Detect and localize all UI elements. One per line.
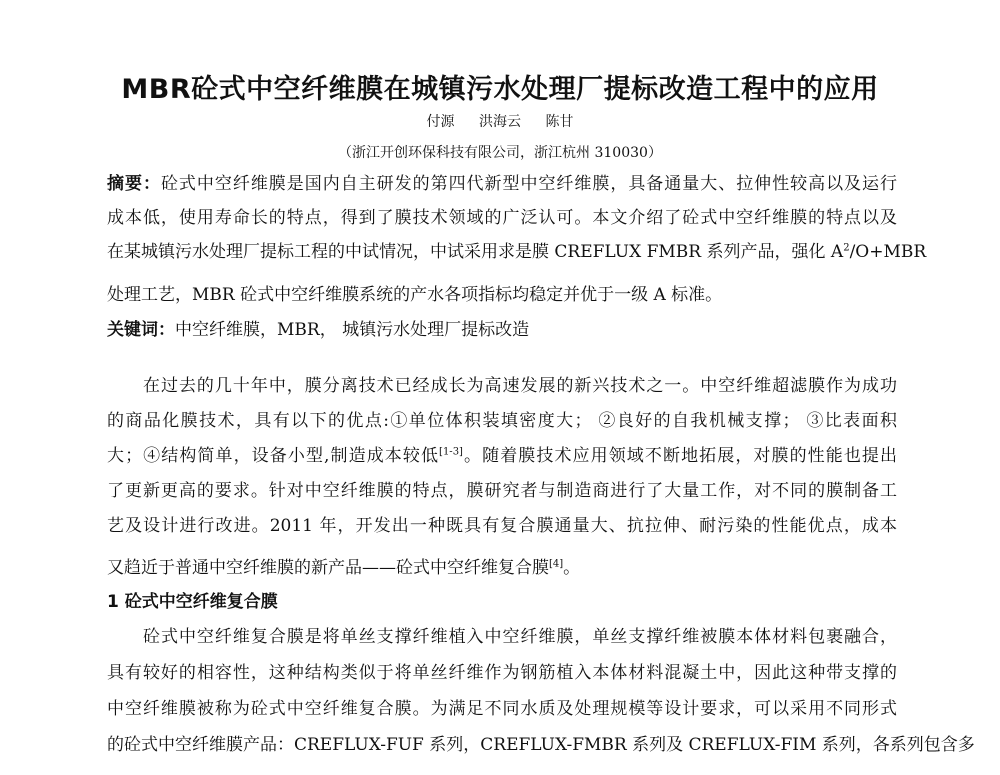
body-line: 了更新更高的要求。针对中空纤维膜的特点，膜研究者与制造商进行了大量工作，对不同的膜制备工 <box>107 481 897 501</box>
body-line: 砼式中空纤维复合膜是将单丝支撑纤维植入中空纤维膜，单丝支撑纤维被膜本体材料包裹融合， <box>143 627 897 647</box>
citation: [1-3] <box>439 446 463 458</box>
body-text: 又趋近于普通中空纤维膜的新产品——砼式中空纤维复合膜 <box>107 558 549 578</box>
superscript: 2 <box>843 242 850 254</box>
keywords-label: 关键词： <box>107 320 175 340</box>
body-line: 艺及设计进行改进。2011 年，开发出一种既具有复合膜通量大、抗拉伸、耐污染的性能优点，成本 <box>107 516 897 536</box>
body-line <box>107 556 897 580</box>
author-name: 洪海云 <box>479 114 521 130</box>
abstract-text: /O+MBR <box>849 242 927 262</box>
affiliation: （浙江开创环保科技有限公司，浙江杭州 310030） <box>338 145 662 161</box>
abstract-line <box>107 172 897 196</box>
abstract-text: 在某城镇污水处理厂提标工程的中试情况，中试采用求是膜 CREFLUX FMBR 系列产品，强化 A <box>107 242 844 262</box>
section-heading: 1 砼式中空纤维复合膜 <box>107 592 278 612</box>
author-name: 付源 <box>426 114 455 130</box>
abstract-label: 摘要： <box>107 174 161 194</box>
keywords-text: 中空纤维膜，MBR， 城镇污水处理厂提标改造 <box>175 320 530 340</box>
abstract-line: 处理工艺，MBR 砼式中空纤维膜系统的产水各项指标均稳定并优于一级 A 标准。 <box>107 285 723 305</box>
body-line: 中空纤维膜被称为砼式中空纤维复合膜。为满足不同水质及处理规模等设计要求，可以采用不同形式 <box>107 699 897 719</box>
body-line: 的砼式中空纤维膜产品：CREFLUX-FUF 系列，CREFLUX-FMBR 系列及 CREFLUX-FIM 系列，各系列包含多 <box>107 735 975 755</box>
body-line: 在过去的几十年中，膜分离技术已经成长为高速发展的新兴技术之一。中空纤维超滤膜作为成功 <box>143 376 897 396</box>
body-text: 大；④结构简单，设备小型,制造成本较低 <box>107 446 440 466</box>
author-name: 陈甘 <box>545 114 574 130</box>
abstract-line: 成本低，使用寿命长的特点，得到了膜技术领域的广泛认可。本文介绍了砼式中空纤维膜的特点以及 <box>107 208 897 228</box>
abstract-line <box>107 240 927 264</box>
abstract-text: 砼式中空纤维膜是国内自主研发的第四代新型中空纤维膜，具备通量大、拉伸性较高以及运行 <box>160 174 898 194</box>
paper-title: MBR砼式中空纤维膜在城镇污水处理厂提标改造工程中的应用 <box>121 74 879 105</box>
body-line: 的商品化膜技术，具有以下的优点:①单位体积装填密度大； ②良好的自我机械支撑； ③比表面积 <box>107 411 897 431</box>
citation: [4] <box>549 558 564 570</box>
body-line <box>107 444 897 468</box>
author-list <box>0 113 1000 131</box>
body-line: 具有较好的相容性，这种结构类似于将单丝纤维作为钢筋植入本体材料混凝土中，因此这种带支撑的 <box>107 663 897 683</box>
body-text: 。 <box>563 558 581 578</box>
keywords-line <box>107 318 897 342</box>
body-text: 。随着膜技术应用领域不断地拓展，对膜的性能也提出 <box>462 446 898 466</box>
